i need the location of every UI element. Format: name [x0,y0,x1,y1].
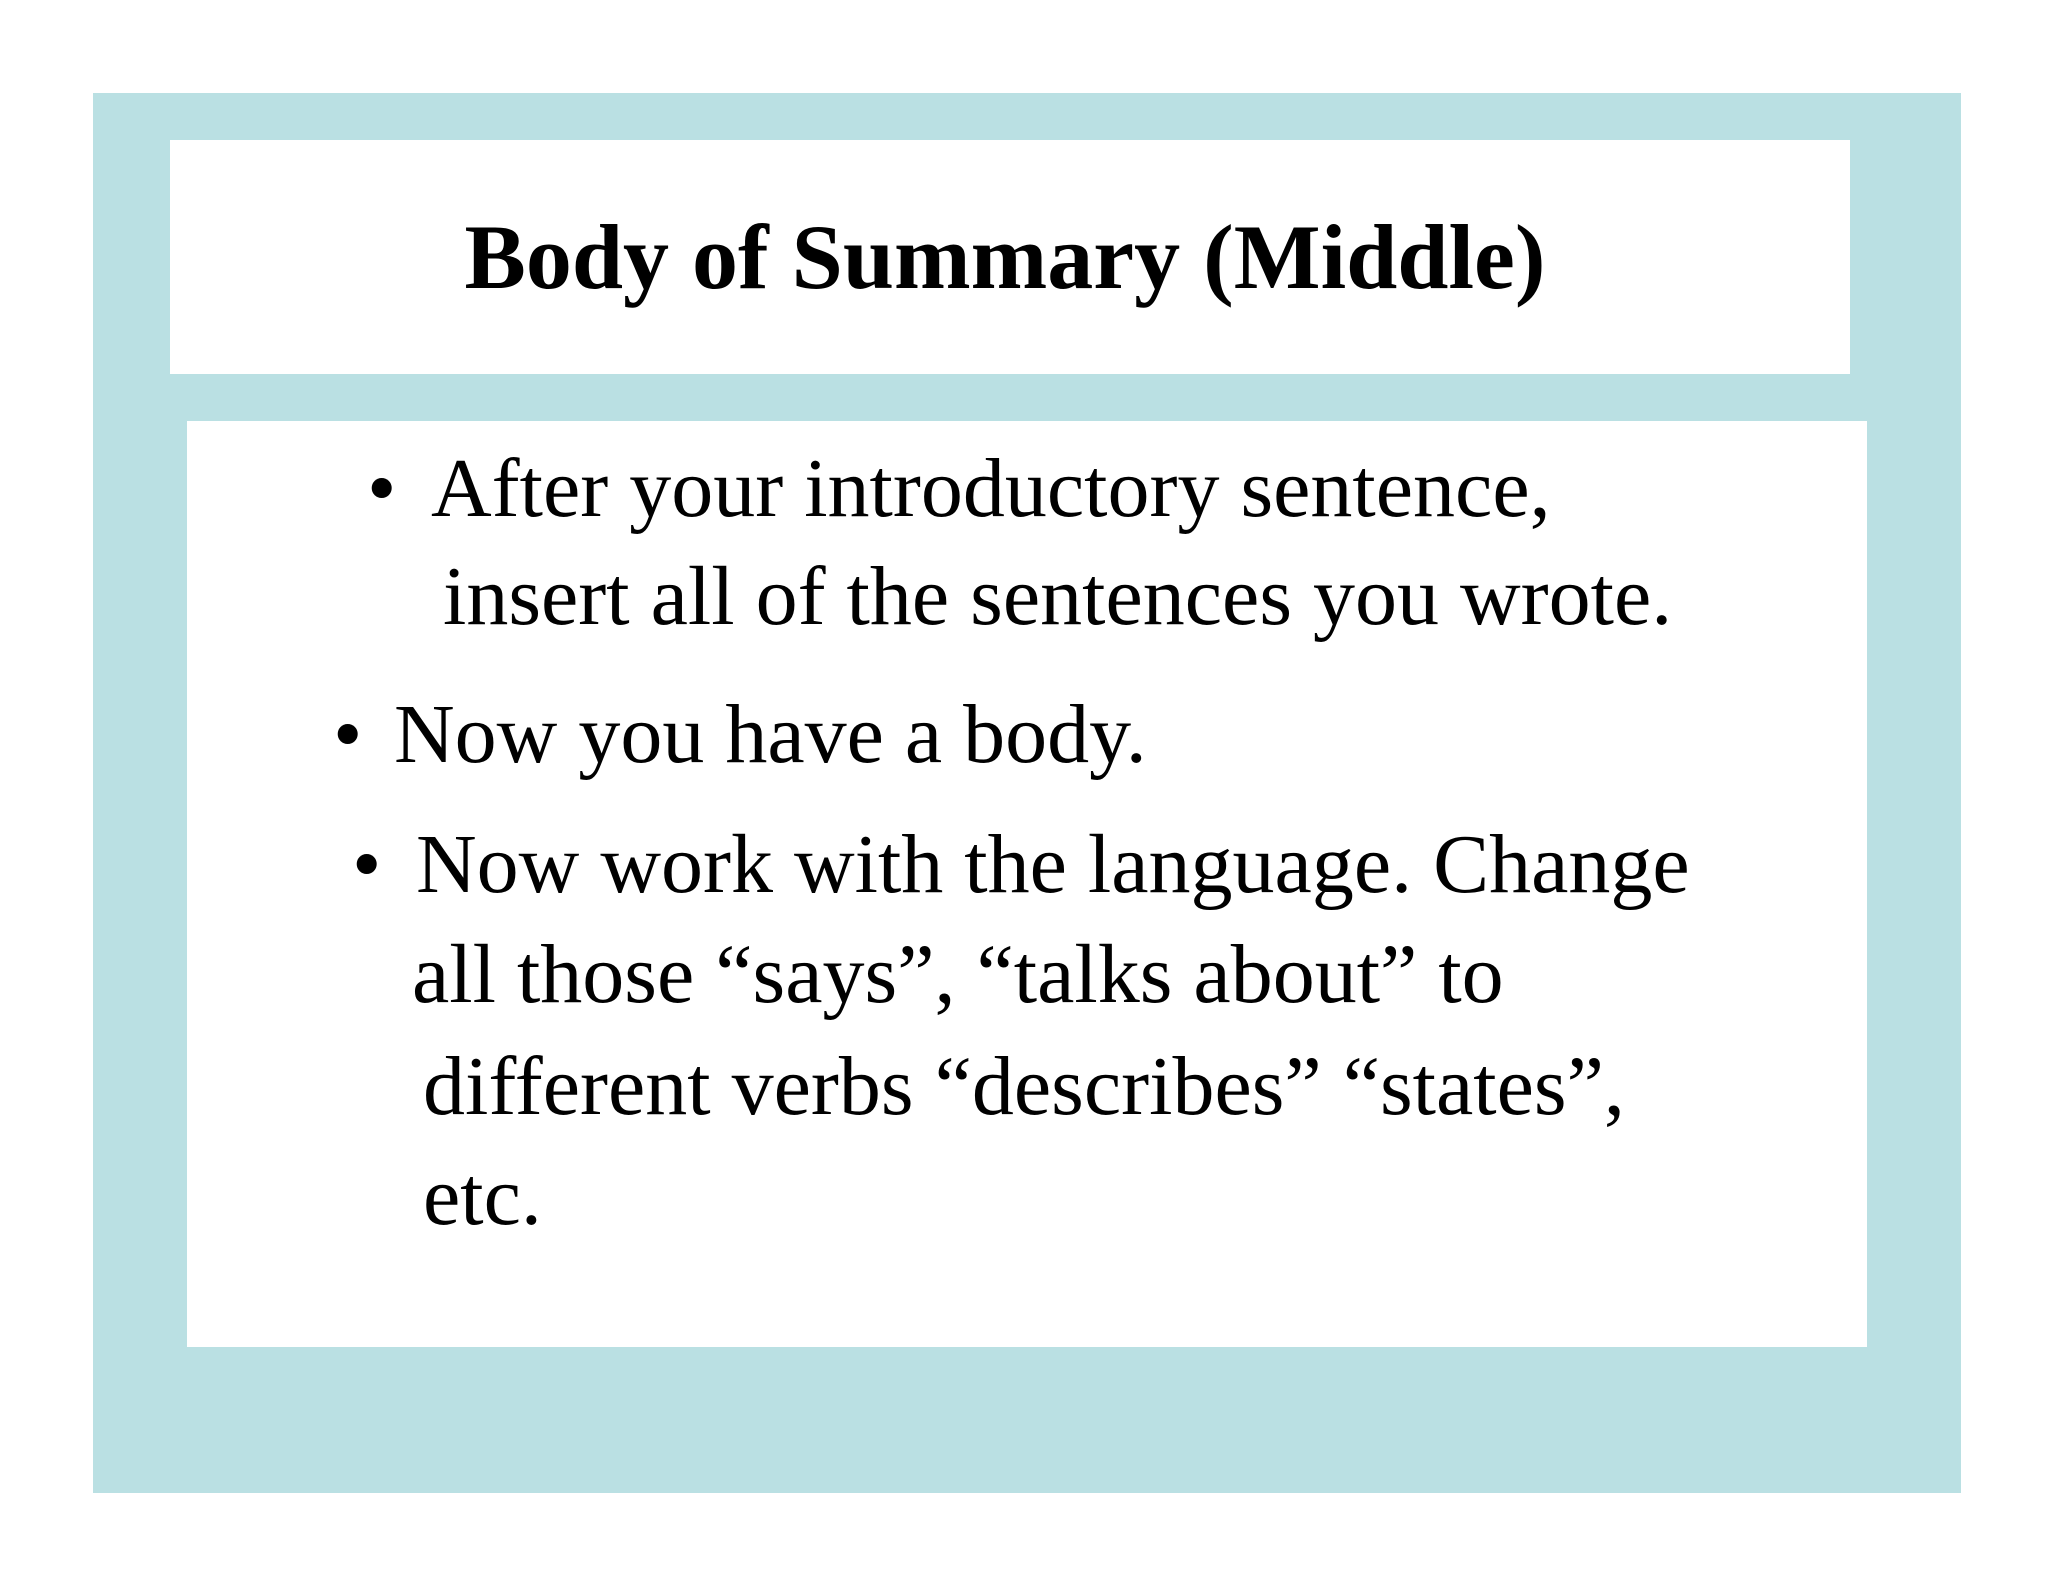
bullet-marker: • [352,818,382,911]
bullet-3-line-4: etc. [423,1150,542,1243]
content-panel [187,421,1867,1347]
title-panel [170,140,1850,374]
slide-frame [93,93,1961,1493]
bullet-3-line-1: Now work with the language. Change [416,818,1690,911]
bullet-3-line-2: all those “says”, “talks about” to [412,928,1504,1021]
bullet-marker: • [367,442,397,535]
bullet-2-line-1: Now you have a body. [394,688,1147,781]
bullet-3-line-3: different verbs “describes” “states”, [423,1040,1625,1133]
bullet-marker: • [333,688,363,781]
slide-title: Body of Summary (Middle) [464,206,1546,308]
bullet-1-line-2: insert all of the sentences you wrote. [443,550,1673,643]
bullet-1-line-1: After your introductory sentence, [431,442,1551,535]
